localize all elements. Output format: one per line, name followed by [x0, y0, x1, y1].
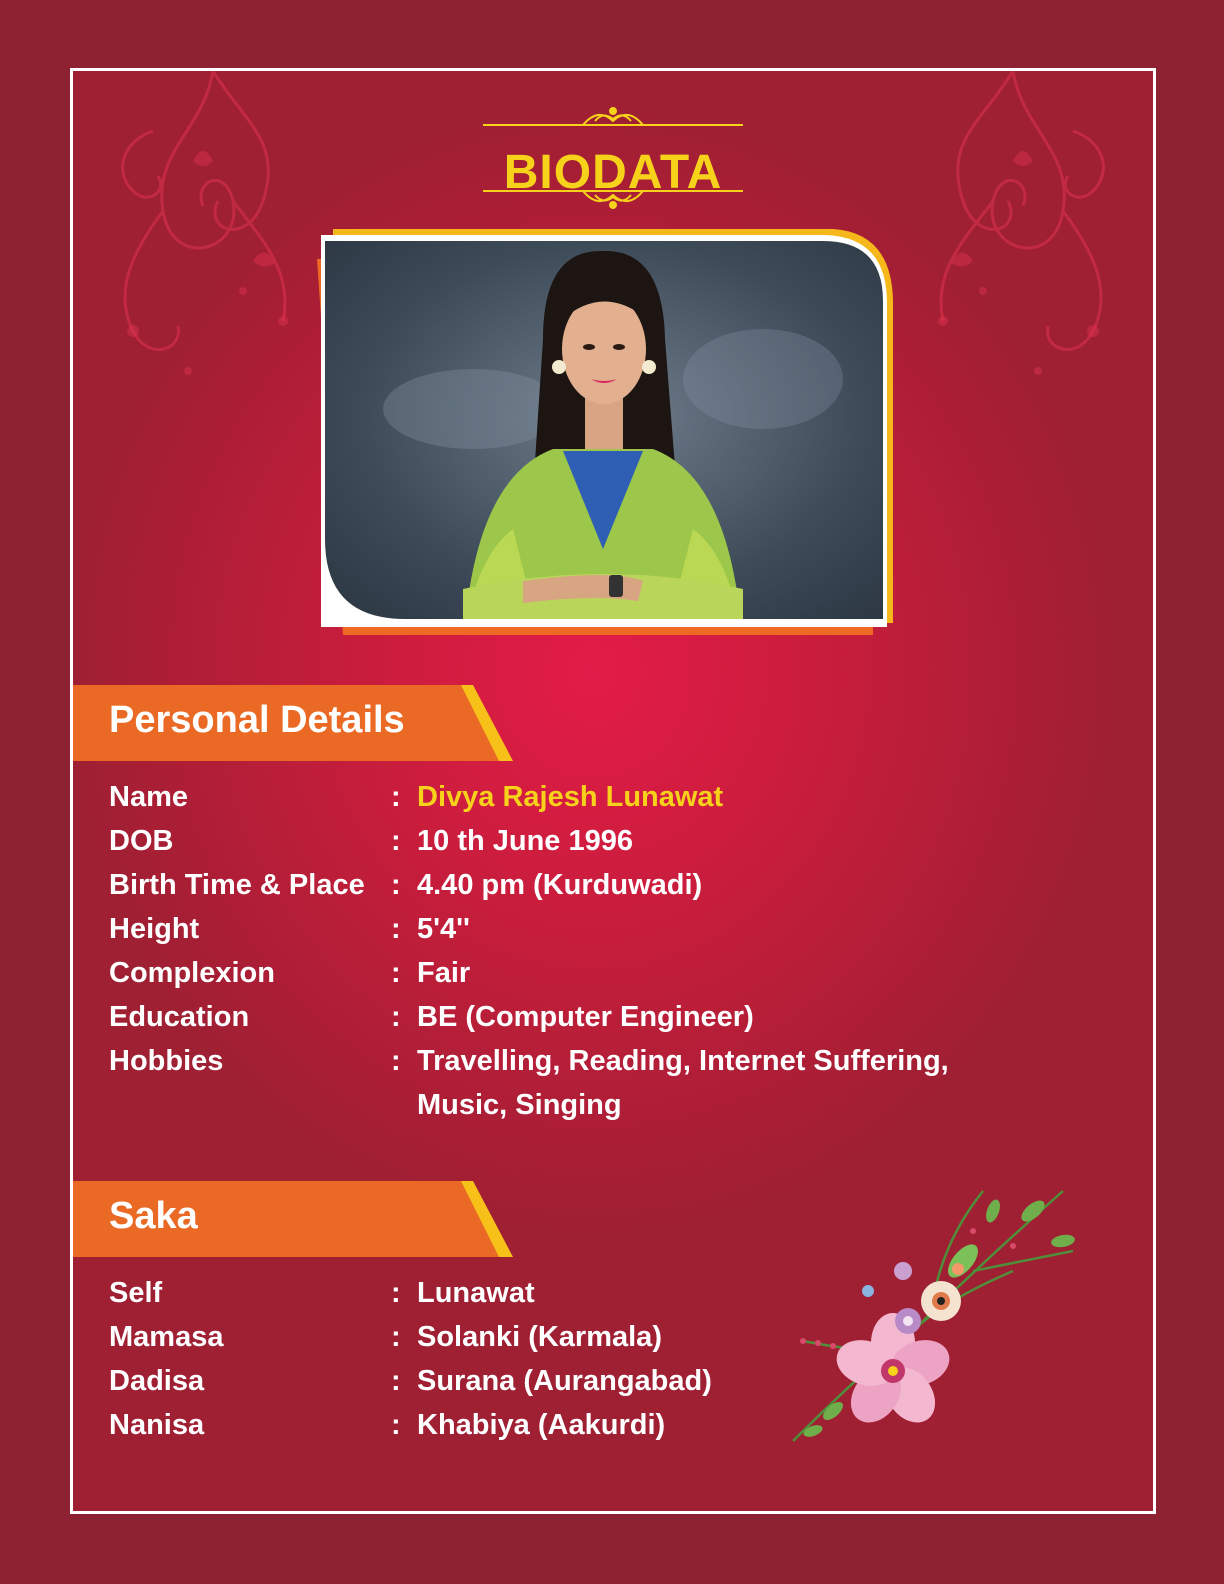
detail-value: Fair	[417, 957, 471, 989]
section-title: Saka	[109, 1195, 198, 1237]
section-title: Personal Details	[109, 699, 405, 741]
flower-bouquet-decoration	[773, 1151, 1103, 1461]
profile-photo-frame	[313, 229, 913, 649]
detail-value: 10 th June 1996	[417, 825, 633, 857]
detail-row-education	[109, 995, 1009, 1039]
detail-value: Divya Rajesh Lunawat	[417, 781, 724, 813]
detail-label: Dadisa	[109, 1365, 205, 1397]
personal-details-list	[109, 775, 1009, 1127]
detail-value: Lunawat	[417, 1277, 535, 1309]
section-header-saka	[73, 1181, 523, 1257]
detail-separator: :	[391, 1001, 401, 1033]
detail-separator: :	[391, 1277, 401, 1309]
biodata-panel	[70, 68, 1156, 1514]
section-header-personal-details	[73, 685, 523, 761]
detail-label: Height	[109, 913, 200, 945]
detail-value: 5'4''	[417, 913, 470, 945]
detail-label: Mamasa	[109, 1321, 224, 1353]
page-title: BIODATA	[503, 146, 723, 199]
detail-value: 4.40 pm (Kurduwadi)	[417, 869, 703, 901]
detail-row-height	[109, 907, 1009, 951]
detail-separator: :	[391, 957, 401, 989]
detail-label: Nanisa	[109, 1409, 205, 1441]
detail-row-complexion	[109, 951, 1009, 995]
detail-label: Education	[109, 1001, 250, 1033]
detail-label: Self	[109, 1277, 163, 1309]
floral-swirl-decoration	[893, 71, 1133, 391]
detail-separator: :	[391, 1365, 401, 1397]
detail-value: Solanki (Karmala)	[417, 1321, 662, 1353]
detail-separator: :	[391, 781, 401, 813]
detail-value: BE (Computer Engineer)	[417, 1001, 754, 1033]
detail-separator: :	[391, 1321, 401, 1353]
detail-label: Birth Time & Place	[109, 869, 365, 901]
detail-label: Complexion	[109, 957, 275, 989]
detail-row-hobbies	[109, 1039, 1009, 1127]
detail-value: Travelling, Reading, Internet Suffering, Music, Singing	[417, 1045, 949, 1121]
detail-separator: :	[391, 869, 401, 901]
detail-row-dob	[109, 819, 1009, 863]
profile-photo	[313, 229, 913, 649]
detail-label: Name	[109, 781, 188, 813]
detail-separator: :	[391, 913, 401, 945]
detail-label: DOB	[109, 825, 174, 857]
detail-separator: :	[391, 1409, 401, 1441]
floral-swirl-decoration	[93, 71, 333, 391]
detail-separator: :	[391, 1045, 401, 1077]
detail-separator: :	[391, 825, 401, 857]
detail-value: Khabiya (Aakurdi)	[417, 1409, 666, 1441]
detail-row-birth	[109, 863, 1009, 907]
detail-value: Surana (Aurangabad)	[417, 1365, 712, 1397]
detail-label: Hobbies	[109, 1045, 224, 1077]
biodata-title-block	[483, 103, 743, 213]
detail-row-name	[109, 775, 1009, 819]
